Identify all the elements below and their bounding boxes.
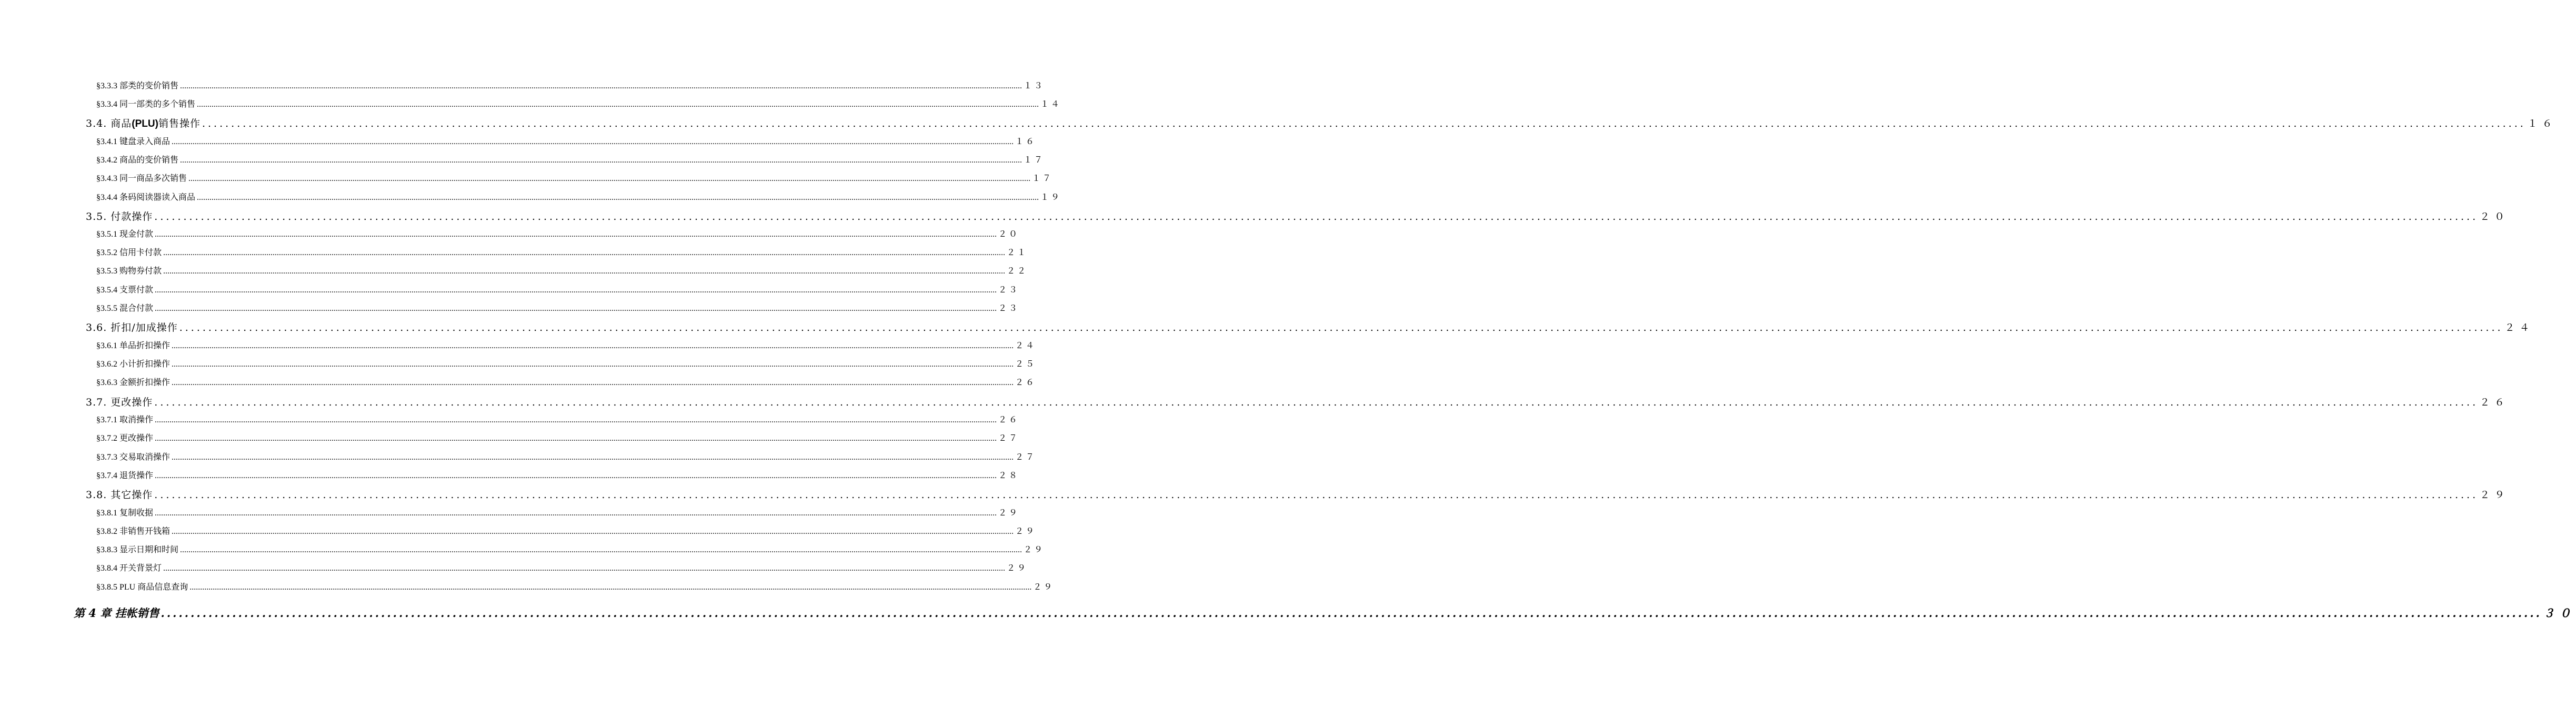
toc-entry-title: §3.7.3 交易取消操作 [96,453,171,462]
toc-entry-page: ２０ [2480,211,2510,222]
toc-entry-title-part: 3.4. 商品 [86,118,132,129]
toc-entry-title: 3.5. 付款操作 [86,211,153,222]
dot-leader: ................................................................................................................................................................................................................................................................................................................................................................................................................ [180,545,1023,554]
toc-entry-title: §3.7.4 退货操作 [96,471,154,480]
toc-entry-page: ２６ [1015,378,1037,387]
toc-entry-page: ２７ [998,434,1020,443]
toc-entry-title: §3.6.1 单品折扣操作 [96,341,171,350]
toc-entry[interactable] [86,320,2534,334]
toc-entry-title: §3.5.3 购物券付款 [96,267,162,276]
toc-entry-title: 3.7. 更改操作 [86,397,153,408]
toc-entry[interactable] [96,524,1037,536]
toc-entry-page: ２５ [1015,360,1037,369]
dot-leader: ................................................................................................................................................................................................................................................................................................................................................................................................................ [189,583,1032,592]
toc-entry[interactable] [96,301,1020,313]
toc-entry-page: ２１ [1007,248,1028,257]
toc-entry-title: §3.5.1 现金付款 [96,230,154,239]
toc-entry-page: ２９ [2480,489,2510,501]
toc-entry-title: §3.8.4 开关背景灯 [96,564,162,573]
dot-leader: ................................................................................................................................................................................................................................................................................................................................................................................................................ [172,341,1014,350]
dot-leader: ................................................................................................................................................................................................................................................................................................................................................................................................................ [180,156,1023,165]
toc-entry[interactable] [74,605,2576,621]
toc-entry-title: §3.8.5 PLU 商品信息查询 [96,583,188,592]
dot-leader: ................................................................................................................................................................................................................................................................................................................................................................................................................ [188,174,1031,183]
toc-entry-title: §3.8.1 复制收据 [96,509,154,518]
toc-entry-title: §3.4.3 同一商品多次销售 [96,174,187,183]
toc-entry-title: §3.4.1 键盘录入商品 [96,137,171,146]
toc-entry[interactable] [96,580,1055,592]
toc-entry-page: ２３ [998,304,1020,313]
toc-entry[interactable] [96,543,1045,555]
dot-leader: ................................................................................................................................................................................................................................................................................................................................................................................................................ [154,397,2479,408]
dot-leader: ................................................................................................................................................................................................................................................................................................................................................................................................................ [155,286,997,295]
toc-entry-page: ２８ [998,471,1020,480]
toc-entry-title: §3.5.5 混合付款 [96,304,154,313]
toc-entry-page: ２９ [1024,545,1045,554]
toc-entry-title: 第 4 章 挂帐销售 [74,606,159,620]
toc-entry[interactable] [96,413,1020,425]
toc-entry-page: １６ [2527,118,2557,129]
toc-entry-title: §3.8.2 非销售开钱箱 [96,527,171,536]
dot-leader: ................................................................................................................................................................................................................................................................................................................................................................................................................ [163,267,1006,276]
toc-entry[interactable] [96,97,1062,109]
toc-entry[interactable] [96,190,1062,202]
toc-entry[interactable] [96,227,1020,239]
toc-entry-page: １７ [1024,156,1045,165]
dot-leader: ................................................................................................................................................................................................................................................................................................................................................................................................................ [155,416,997,424]
dot-leader: ................................................................................................................................................................................................................................................................................................................................................................................................................ [197,100,1039,109]
dot-leader: ................................................................................................................................................................................................................................................................................................................................................................................................................ [155,304,997,313]
dot-leader: ................................................................................................................................................................................................................................................................................................................................................................................................................ [154,211,2479,222]
dot-leader: ................................................................................................................................................................................................................................................................................................................................................................................................................ [172,137,1014,146]
toc-entry-title: §3.7.1 取消操作 [96,416,154,424]
toc-entry[interactable] [96,246,1028,258]
dot-leader: ................................................................................................................................................................................................................................................................................................................................................................................................................ [180,82,1023,90]
toc-entry[interactable] [96,469,1020,481]
dot-leader: ................................................................................................................................................................................................................................................................................................................................................................................................................ [172,360,1014,369]
toc-entry[interactable] [96,506,1020,518]
toc-entry[interactable] [96,561,1028,573]
dot-leader: ................................................................................................................................................................................................................................................................................................................................................................................................................ [179,322,2503,333]
toc-entry-title: 3.8. 其它操作 [86,489,153,501]
toc-entry-page: １９ [1040,193,1062,202]
dot-leader: ................................................................................................................................................................................................................................................................................................................................................................................................................ [155,434,997,443]
dot-leader: ................................................................................................................................................................................................................................................................................................................................................................................................................ [197,193,1039,202]
dot-leader: ................................................................................................................................................................................................................................................................................................................................................................................................................ [154,489,2479,501]
toc-entry-page: １４ [1040,100,1062,109]
toc-entry[interactable] [96,431,1020,443]
toc-entry-page: ２４ [2504,322,2534,333]
toc-entry[interactable] [96,357,1037,369]
toc-entry[interactable] [96,339,1037,351]
toc-entry-page: １３ [1024,82,1045,90]
toc-entry-page: ３０ [2543,606,2576,620]
toc-entry-page: ２０ [998,230,1020,239]
toc-entry-page: ２９ [1015,527,1037,536]
dot-leader: ................................................................................................................................................................................................................................................................................................................................................................................................................ [161,606,2542,620]
toc-entry-page: ２４ [1015,341,1037,350]
toc-entry-title: §3.6.3 金额折扣操作 [96,378,171,387]
toc-entry-page: ２９ [998,509,1020,518]
dot-leader: ................................................................................................................................................................................................................................................................................................................................................................................................................ [163,248,1006,257]
dot-leader: ................................................................................................................................................................................................................................................................................................................................................................................................................ [155,509,997,518]
toc-entry[interactable] [86,394,2510,409]
toc-entry-page: ２９ [1007,564,1028,573]
toc-entry-page: ２７ [1015,453,1037,462]
toc-entry-page: ２６ [998,416,1020,424]
toc-entry[interactable] [96,283,1020,295]
toc-entry[interactable] [96,376,1037,388]
toc-entry-title: §3.4.4 条码阅读器读入商品 [96,193,196,202]
dot-leader: ................................................................................................................................................................................................................................................................................................................................................................................................................ [155,230,997,239]
toc-entry-title: §3.3.4 同一部类的多个销售 [96,100,196,109]
toc-entry[interactable] [96,79,1045,91]
toc-entry[interactable] [96,153,1045,165]
toc-entry-title: §3.5.2 信用卡付款 [96,248,162,257]
toc-entry-title: 3.6. 折扣/加成操作 [86,322,178,333]
dot-leader: ................................................................................................................................................................................................................................................................................................................................................................................................................ [155,471,997,480]
dot-leader: ................................................................................................................................................................................................................................................................................................................................................................................................................ [172,527,1014,536]
toc-entry-title: §3.3.3 部类的变价销售 [96,82,179,90]
toc-entry-title: §3.4.2 商品的变价销售 [96,156,179,165]
toc-entry[interactable] [86,487,2510,501]
toc-entry-title-part: 销售操作 [158,118,201,129]
toc-entry-page: ２９ [1033,583,1055,592]
toc-entry-title: §3.5.4 支票付款 [96,286,154,295]
toc-entry-title-part: (PLU) [132,118,158,129]
toc-entry[interactable] [86,116,2557,130]
toc-entry[interactable] [96,171,1054,184]
dot-leader: ................................................................................................................................................................................................................................................................................................................................................................................................................ [163,564,1006,573]
toc-entry[interactable] [86,209,2510,223]
dot-leader: ................................................................................................................................................................................................................................................................................................................................................................................................................ [172,378,1014,387]
toc-entry-title: §3.7.2 更改操作 [96,434,154,443]
toc-entry[interactable] [96,450,1037,462]
toc-entry-title [86,116,201,130]
toc-entry-page: ２３ [998,286,1020,295]
toc-entry[interactable] [96,264,1028,276]
toc-entry-page: ２６ [2480,397,2510,408]
toc-entry-title: §3.6.2 小计折扣操作 [96,360,171,369]
toc-entry-page: １６ [1015,137,1037,146]
toc-entry-page: １７ [1032,174,1054,183]
dot-leader: ................................................................................................................................................................................................................................................................................................................................................................................................................ [202,118,2526,129]
dot-leader: ................................................................................................................................................................................................................................................................................................................................................................................................................ [172,453,1014,462]
toc-entry[interactable] [96,135,1037,147]
toc-entry-page: ２２ [1007,267,1028,276]
toc-entry-title: §3.8.3 显示日期和时间 [96,545,179,554]
